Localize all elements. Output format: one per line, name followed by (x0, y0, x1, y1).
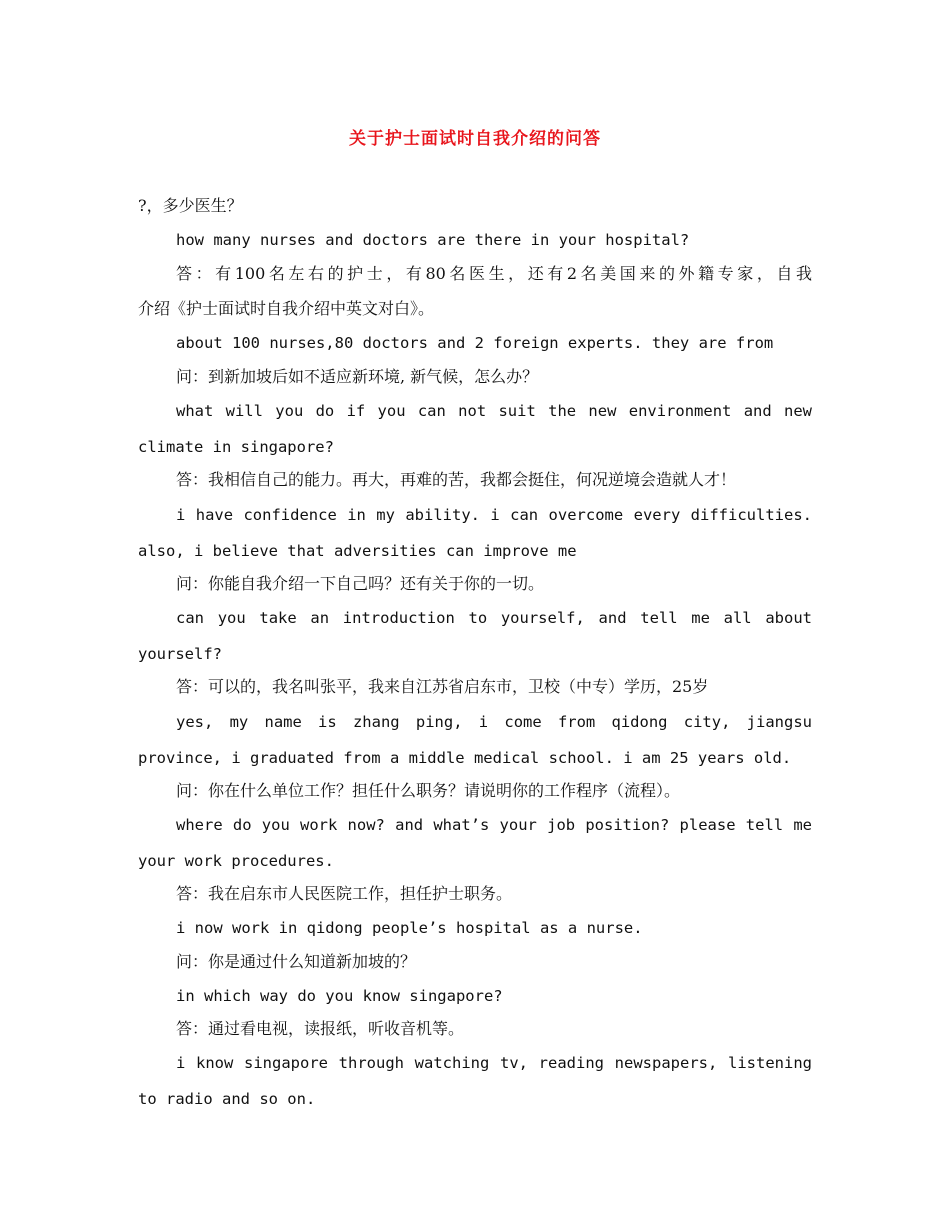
text-line: 答：有100名左右的护士，有80名医生，还有2名美国来的外籍专家，自我 (176, 264, 812, 283)
text-line: 答：可以的，我名叫张平，我来自江苏省启东市，卫校（中专）学历，25岁 (176, 677, 709, 696)
text-line: 答：我相信自己的能力。再大，再难的苦，我都会挺住，何况逆境会造就人才！ (176, 470, 737, 489)
text-line: in which way do you know singapore? (176, 987, 503, 1005)
text-line: can you take an introduction to yourself, and tell me all about (176, 609, 812, 627)
text-line: 问：你是通过什么知道新加坡的？ (176, 952, 417, 971)
text-line: ?，多少医生？ (138, 196, 243, 215)
text-line: 介绍《护士面试时自我介绍中英文对白》。 (138, 299, 435, 318)
text-line: 答：通过看电视，读报纸，听收音机等。 (176, 1019, 465, 1038)
text-line: to radio and so on. (138, 1090, 316, 1108)
text-line: 问：你在什么单位工作？担任什么职务？请说明你的工作程序（流程）。 (176, 781, 681, 800)
text-line: your work procedures. (138, 852, 334, 870)
text-line: yourself? (138, 645, 222, 663)
text-line: 问：你能自我介绍一下自己吗？还有关于你的一切。 (176, 574, 545, 593)
text-line: i now work in qidong people’s hospital as a nurse. (176, 919, 643, 937)
text-line: what will you do if you can not suit the new environment and new (176, 402, 812, 420)
text-line: yes, my name is zhang ping, i come from qidong city, jiangsu (176, 713, 812, 731)
text-line: province, i graduated from a middle medical school. i am 25 years old. (138, 749, 792, 767)
text-line: climate in singapore? (138, 438, 334, 456)
text-line: how many nurses and doctors are there in your hospital? (176, 231, 690, 249)
document-title: 关于护士面试时自我介绍的问答 (349, 129, 601, 149)
text-line: i know singapore through watching tv, reading newspapers, listening (176, 1054, 812, 1072)
text-line: 答：我在启东市人民医院工作，担任护士职务。 (176, 884, 513, 903)
text-line: where do you work now? and what’s your job position? please tell me (176, 816, 812, 834)
text-line: about 100 nurses,80 doctors and 2 foreign experts. they are from (176, 334, 774, 352)
text-line: also, i believe that adversities can improve me (138, 542, 577, 560)
text-line: 问：到新加坡后如不适应新环境, 新气候，怎么办？ (176, 367, 539, 386)
text-line: i have confidence in my ability. i can overcome every difficulties. (176, 506, 812, 524)
